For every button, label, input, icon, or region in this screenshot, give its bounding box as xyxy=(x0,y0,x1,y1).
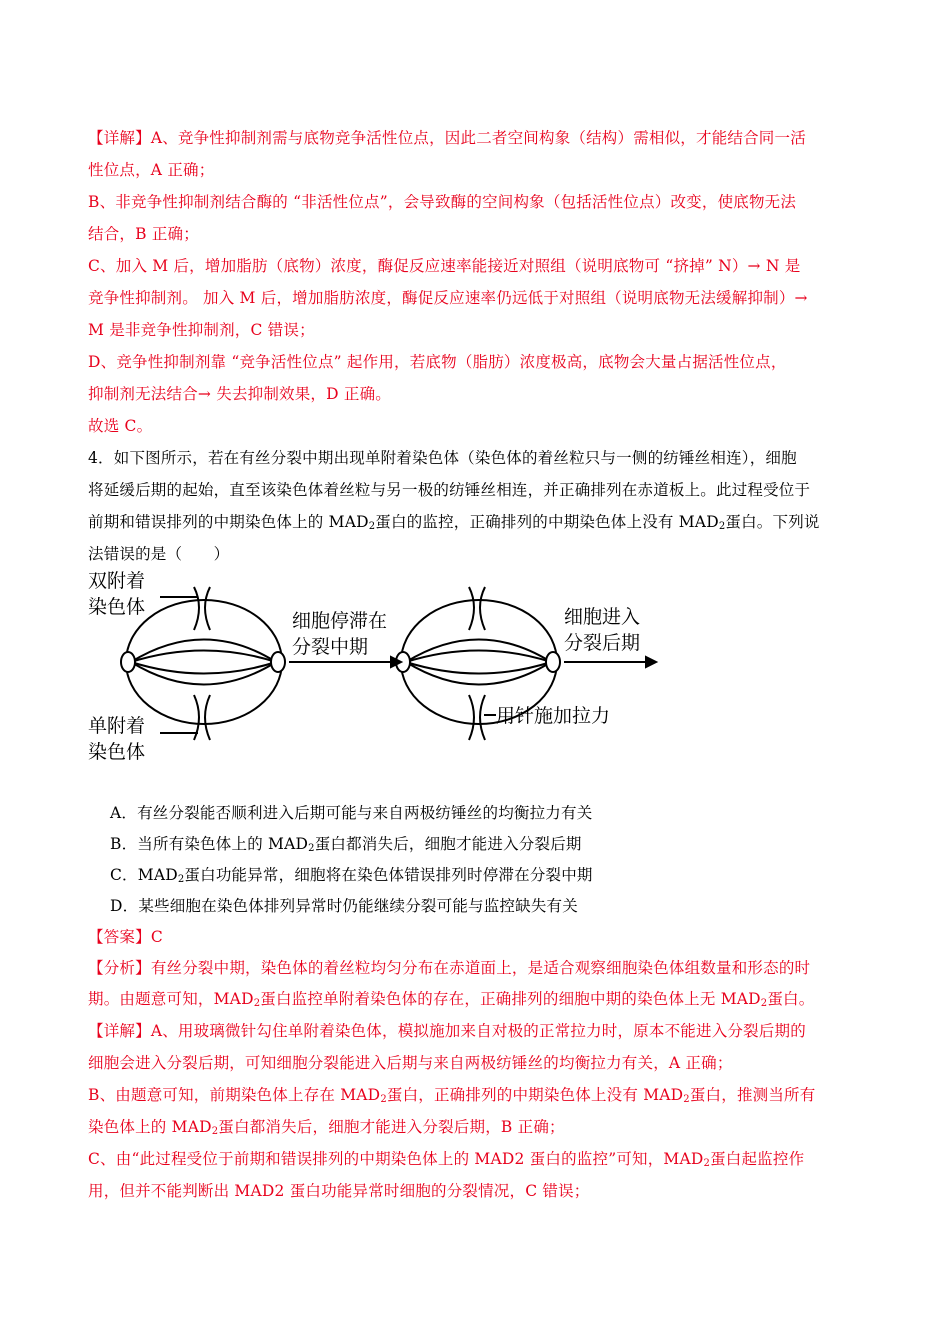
detail-c-line1: C、由“此过程受位于前期和错误排列的中期染色体上的 MAD2 蛋白的监控”可知，$MAD_2$蛋白起监控作 xyxy=(88,1150,805,1169)
label-double-attached-2: 染色体 xyxy=(88,596,146,618)
detail-a-line1: 【详解】A、用玻璃微针勾住单附着染色体，模拟施加来自对极的正常拉力时，原本不能进入分裂后期的 xyxy=(88,1022,806,1040)
left-pole-1 xyxy=(121,652,135,672)
prev-detail-d-line1: D、竞争性抑制剂靠 “竞争活性位点” 起作用，若底物（脂肪）浓度极高，底物会大量占据活性位点， xyxy=(88,353,787,371)
option-d: D．某些细胞在染色体排列异常时仍能继续分裂可能与监控缺失有关 xyxy=(110,897,578,915)
prev-detail-b-line2: 结合，B 正确； xyxy=(88,225,199,243)
label-double-attached-1: 双附着 xyxy=(88,570,146,592)
prev-detail-c-line1: C、加入 M 后，增加脂肪（底物）浓度，酶促反应速率能接近对照组（说明底物可 “挤掉” N）→ N 是 xyxy=(88,257,801,275)
right-pole-2 xyxy=(546,652,560,672)
detail-b-line1: B、由题意可知，前期染色体上存在 $MAD_2$蛋白，正确排列的中期染色体上没有 $MAD_2$蛋白，推测当所有 xyxy=(88,1086,816,1105)
arrow2-label-2: 分裂后期 xyxy=(564,632,641,654)
prev-detail-a-line1: 【详解】A、竞争性抑制剂需与底物竞争活性位点，因此二者空间构象（结构）需相似，才能结合同一活 xyxy=(88,129,806,147)
arrow2-label-1: 细胞进入 xyxy=(564,606,641,628)
question-line1: 4．如下图所示，若在有丝分裂中期出现单附着染色体（染色体的着丝粒只与一侧的纺锤丝相连），细胞 xyxy=(88,449,797,467)
prev-detail-d-line2: 抑制剂无法结合→ 失去抑制效果，D 正确。 xyxy=(88,385,391,403)
left-pole-2 xyxy=(271,652,285,672)
answer-line: 【答案】C xyxy=(88,928,163,946)
label-single-attached-2: 染色体 xyxy=(88,741,146,763)
prev-detail-c-line2: 竞争性抑制剂。 加入 M 后，增加脂肪浓度，酶促反应速率仍远低于对照组（说明底物无法缓解抑制）→ xyxy=(88,289,808,307)
detail-a-line2: 细胞会进入分裂后期，可知细胞分裂能进入后期与来自两极纺锤丝的均衡拉力有关，A 正确； xyxy=(88,1054,733,1072)
option-b: B．当所有染色体上的 $MAD_2$蛋白都消失后，细胞才能进入分裂后期 xyxy=(110,835,582,854)
mitosis-figure xyxy=(86,565,666,770)
analysis-line1: 【分析】有丝分裂中期，染色体的着丝粒均匀分布在赤道面上，是适合观察细胞染色体组数量和形态的时 xyxy=(88,959,811,977)
question-line2: 将延缓后期的起始，直至该染色体着丝粒与另一极的纺锤丝相连，并正确排列在赤道板上。此过程受位于 xyxy=(88,481,811,499)
detail-c-line2: 用，但并不能判断出 MAD2 蛋白功能异常时细胞的分裂情况，C 错误； xyxy=(88,1182,590,1200)
prev-choice: 故选 C。 xyxy=(88,417,153,435)
question-line3: 前期和错误排列的中期染色体上的 $MAD_2$蛋白的监控，正确排列的中期染色体上没有 $MAD_2$蛋白。下列说 xyxy=(88,513,820,532)
question-line4: 法错误的是（ ） xyxy=(88,545,230,563)
prev-detail-c-line3: M 是非竞争性抑制剂，C 错误； xyxy=(88,321,315,339)
arrow1-label-1: 细胞停滞在 xyxy=(292,610,388,632)
option-c: C．$MAD_2$蛋白功能异常，细胞将在染色体错误排列时停滞在分裂中期 xyxy=(110,866,593,885)
prev-detail-a-line2: 性位点，A 正确； xyxy=(88,161,215,179)
option-a: A．有丝分裂能否顺利进入后期可能与来自两极纺锤丝的均衡拉力有关 xyxy=(110,804,593,822)
label-single-attached-1: 单附着 xyxy=(88,715,146,737)
detail-b-line2: 染色体上的 $MAD_2$蛋白都消失后，细胞才能进入分裂后期，B 正确； xyxy=(88,1118,565,1137)
needle-label: 用针施加拉力 xyxy=(496,705,611,727)
prev-detail-b-line1: B、非竞争性抑制剂结合酶的 “非活性位点”，会导致酶的空间构象（包括活性位点）改变，使底物无法 xyxy=(88,193,797,211)
left-spindle-outline xyxy=(126,600,282,724)
analysis-line2: 期。由题意可知，$MAD_2$蛋白监控单附着染色体的存在，正确排列的细胞中期的染色体上无 $MAD_2$蛋白。 xyxy=(88,990,815,1009)
arrow1-label-2: 分裂中期 xyxy=(292,636,369,658)
